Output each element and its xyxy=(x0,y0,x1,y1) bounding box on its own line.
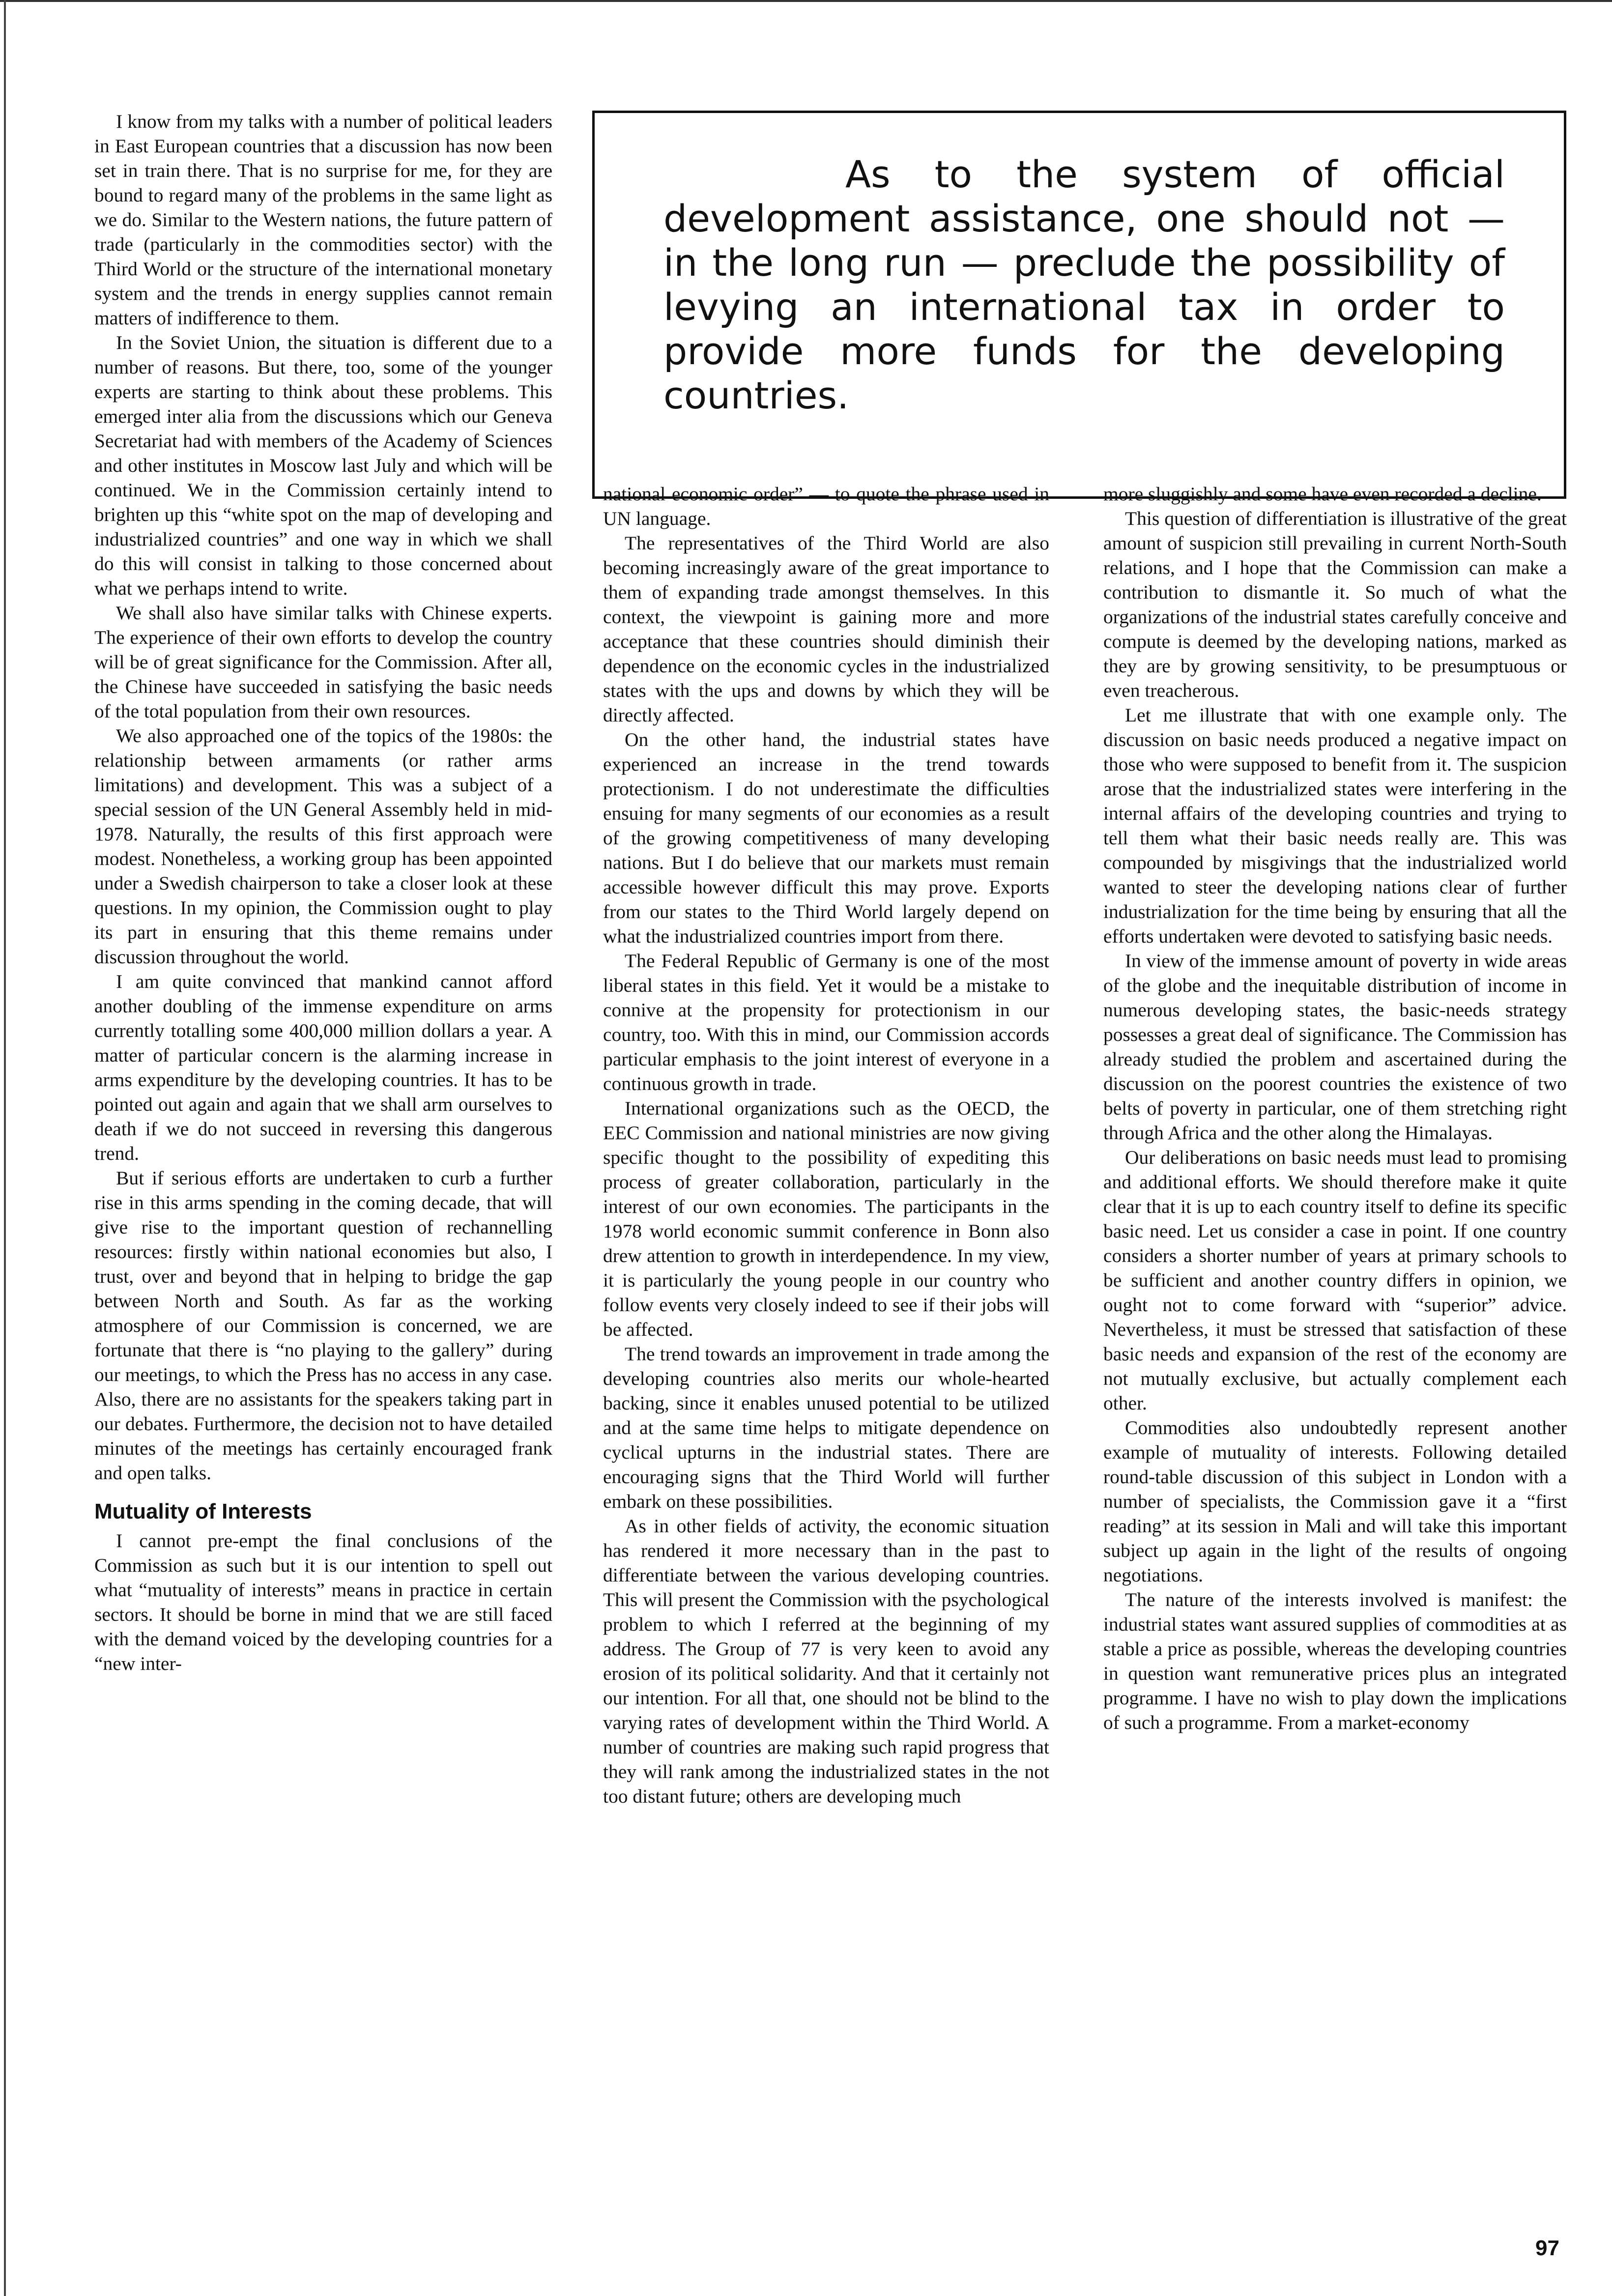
paragraph: In the Soviet Union, the situation is different due to a number of reasons. But there, too, some of the younger experts are starting to think about these problems. This emerged inter alia from the discussions which our Geneva Secretariat had with members of the Academy of Sciences and other institutes in Moscow last July and which will be continued. We in the Commission certainly intend to brighten up this “white spot on the map of developing and industrialized countries” and one way in which we shall do this will consist in talking to those concerned about what we perhaps intend to write. xyxy=(94,332,552,599)
paragraph: This question of differentiation is illustrative of the great amount of suspicion still prevailing in current North-South relations, and I hope that the Commission can make a contribution to dismantle it. So much of what the organizations of the industrial states carefully conceive and compute is deemed by the developing nations, marked as they are by growing sensitivity, to be presumptuous or even treacherous. xyxy=(1103,508,1567,701)
paragraph-continuation: national economic order” — to quote the phrase used in UN language. xyxy=(603,483,1049,529)
paragraph: International organizations such as the OECD, the EEC Commission and national ministries are now giving specific thought to the possibility of expediting this process of greater collaboration, particularly in the interest of our own economies. The participants in the 1978 world economic summit conference in Bonn also drew attention to growth in interdependence. In my view, it is particularly the young people in our country who follow events very closely indeed to see if their jobs will be affected. xyxy=(603,1097,1049,1340)
pull-quote-text: As to the system of official development assistance, one should not — in the long run — preclude the possibility of levying an international tax in order to provide more funds for the developing countries. xyxy=(663,152,1505,417)
paragraph-continuation: more sluggishly and some have even recorded a decline. xyxy=(1103,483,1542,505)
paragraph: The Federal Republic of Germany is one of the most liberal states in this field. Yet it would be a mistake to connive at the propensity for protectionism in our country, too. With this in mind, our Commission accords particular emphasis to the joint interest of everyone in a continuous growth in trade. xyxy=(603,950,1049,1094)
paragraph: Let me illustrate that with one example only. The discussion on basic needs produced a negative impact on those who were supposed to benefit from it. The suspicion arose that the industrialized states were interfering in the internal affairs of the developing countries and trying to tell them what their basic needs really are. This was compounded by misgivings that the industrialized world wanted to steer the developing nations clear of further industrialization for the time being by ensuring that all the efforts undertaken were devoted to satisfying basic needs. xyxy=(1103,704,1567,947)
paragraph: In view of the immense amount of poverty in wide areas of the globe and the inequitable distribution of income in numerous developing states, the basic-needs strategy possesses a great deal of significance. The Commission has already studied the problem and ascertained during the discussion on the poorest countries the existence of two belts of poverty in particular, one of them stretching right through Africa and the other along the Himalayas. xyxy=(1103,950,1567,1144)
paragraph: The nature of the interests involved is manifest: the industrial states want assured supplies of commodities at as stable a price as possible, whereas the developing countries in question want remunerative prices plus an integrated programme. I have no wish to play down the implications of such a programme. From a market-economy xyxy=(1103,1589,1567,1733)
section-heading: Mutuality of Interests xyxy=(94,1499,312,1523)
paragraph: On the other hand, the industrial states have experienced an increase in the trend towards protectionism. I do not underestimate the difficulties ensuing for many segments of our economies as a result of the growing competitiveness of many developing nations. But I do believe that our markets must remain accessible however difficult this may prove. Exports from our states to the Third World largely depend on what the industrialized countries import from there. xyxy=(603,729,1049,947)
paragraph: Commodities also undoubtedly represent another example of mutuality of interests. Following detailed round-table discussion of this subject in London with a number of specialists, the Commission gave it a “first reading” at its session in Mali and will take this important subject up again in the light of the results of ongoing negotiations. xyxy=(1103,1417,1567,1586)
pull-quote-box xyxy=(592,111,1566,499)
column-3 xyxy=(1103,482,1567,1735)
paragraph: I am quite convinced that mankind cannot afford another doubling of the immense expenditure on arms currently totalling some 400,000 million dollars a year. A matter of particular concern is the alarming increase in arms expenditure by the developing countries. It has to be pointed out again and again that we shall arm ourselves to death if we do not succeed in reversing this dangerous trend. xyxy=(94,971,552,1164)
column-1 xyxy=(94,109,552,1676)
paragraph: The representatives of the Third World are also becoming increasingly aware of the great importance to them of expanding trade amongst themselves. In this context, the viewpoint is gaining more and more acceptance that these countries should diminish their dependence on the economic cycles in the industrialized states with the ups and downs by which they will be directly affected. xyxy=(603,532,1049,726)
paragraph: We shall also have similar talks with Chinese experts. The experience of their own efforts to develop the country will be of great significance for the Commission. After all, the Chinese have succeeded in satisfying the basic needs of the total population from their own resources. xyxy=(94,602,552,722)
column-2 xyxy=(603,482,1049,1808)
paragraph: I know from my talks with a number of political leaders in East European countries that a discussion has now been set in train there. That is no surprise for me, for they are bound to regard many of the problems in the same light as we do. Similar to the Western nations, the future pattern of trade (particularly in the commodities sector) with the Third World or the structure of the international monetary system and the trends in energy supplies cannot remain matters of indifference to them. xyxy=(94,111,552,329)
paragraph: As in other fields of activity, the economic situation has rendered it more necessary than in the past to differentiate between the various developing countries. This will present the Commission with the psychological problem to which I referred at the beginning of my address. The Group of 77 is very keen to avoid any erosion of its political solidarity. And that it certainly not our intention. For all that, one should not be blind to the varying rates of development within the Third World. A number of countries are making such rapid progress that they will rank among the industrialized states in the not too distant future; others are developing much xyxy=(603,1515,1049,1807)
paragraph: We also approached one of the topics of the 1980s: the relationship between armaments (or rather arms limitations) and development. This was a subject of a special session of the UN General Assembly held in mid-1978. Naturally, the results of this first approach were modest. Nonetheless, a working group has been appointed under a Swedish chairperson to take a closer look at these questions. In my opinion, the Commission ought to play its part in ensuring that this theme remains under discussion throughout the world. xyxy=(94,725,552,968)
page-left-edge xyxy=(4,0,6,2296)
paragraph: I cannot pre-empt the final conclusions of the Commission as such but it is our intention to spell out what “mutuality of interests” means in practice in certain sectors. It should be borne in mind that we are still faced with the demand voiced by the developing countries for a “new inter- xyxy=(94,1530,552,1674)
paragraph: Our deliberations on basic needs must lead to promising and additional efforts. We should therefore make it quite clear that it is up to each country itself to define its specific basic need. Let us consider a case in point. If one country considers a shorter number of years at primary schools to be sufficient and another country differs in opinion, we ought not to come forward with “superior” advice. Nevertheless, it must be stressed that satisfaction of these basic needs and expansion of the rest of the economy are not mutually exclusive, but actually complement each other. xyxy=(1103,1147,1567,1414)
paragraph: The trend towards an improvement in trade among the developing countries also merits our whole-hearted backing, since it enables unused potential to be utilized and at the same time helps to mitigate dependence on cyclical upturns in the industrial states. There are encouraging signs that the Third World will further embark on these possibilities. xyxy=(603,1343,1049,1512)
paragraph: But if serious efforts are undertaken to curb a further rise in this arms spending in the coming decade, that will give rise to the important question of rechannelling resources: firstly within national economies but also, I trust, over and beyond that in helping to bridge the gap between North and South. As far as the working atmosphere of our Commission is concerned, we are fortunate that there is “no playing to the gallery” during our meetings, to which the Press has no access in any case. Also, there are no assistants for the speakers taking part in our debates. Furthermore, the decision not to have detailed minutes of the meetings has certainly encouraged frank and open talks. xyxy=(94,1167,552,1484)
page-number: 97 xyxy=(1535,2236,1559,2260)
page-top-rule xyxy=(0,0,1612,7)
